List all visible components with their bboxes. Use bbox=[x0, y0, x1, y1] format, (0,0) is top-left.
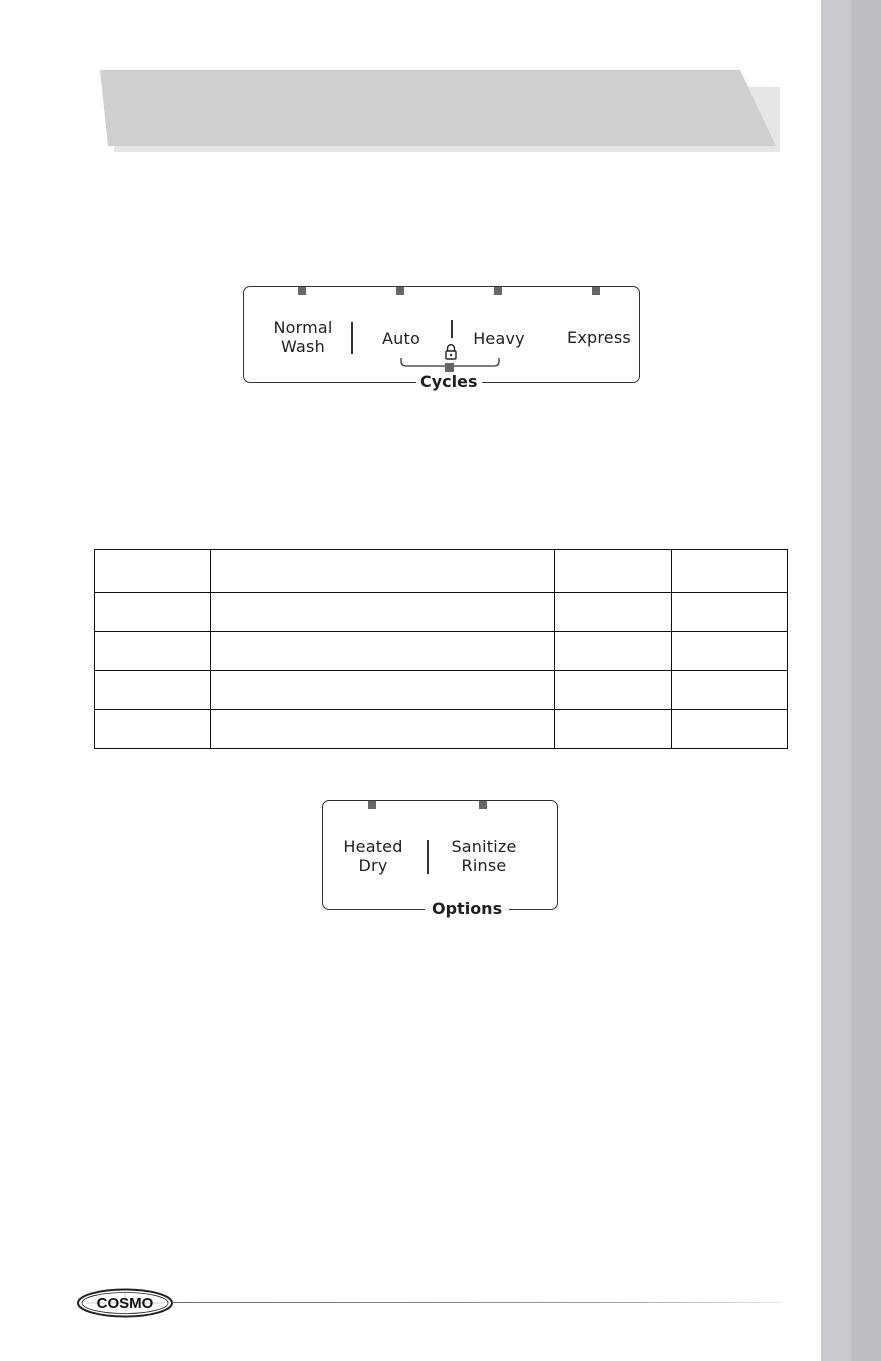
table-cell bbox=[555, 593, 672, 632]
footer-rule bbox=[172, 1302, 782, 1303]
table-cell bbox=[672, 550, 788, 593]
heavy-indicator-light bbox=[494, 287, 502, 295]
table-row bbox=[95, 632, 788, 671]
table-cell bbox=[210, 593, 554, 632]
table-cell bbox=[210, 671, 554, 710]
auto-button[interactable]: Auto bbox=[371, 329, 431, 348]
logo-text: COSMO bbox=[96, 1295, 154, 1312]
express-button[interactable]: Express bbox=[561, 328, 637, 347]
table-row bbox=[95, 550, 788, 593]
table-cell bbox=[672, 671, 788, 710]
auto-indicator-light bbox=[396, 287, 404, 295]
heated-dry-button[interactable]: Heated Dry bbox=[334, 837, 412, 875]
cycle-table bbox=[94, 549, 788, 749]
table-row bbox=[95, 710, 788, 749]
table-cell bbox=[210, 710, 554, 749]
heated-dry-indicator-light bbox=[368, 801, 376, 809]
normal-wash-indicator-light bbox=[298, 287, 306, 295]
table-cell bbox=[672, 593, 788, 632]
table-cell bbox=[672, 632, 788, 671]
table-cell bbox=[555, 710, 672, 749]
table-cell bbox=[95, 593, 211, 632]
table-row bbox=[95, 593, 788, 632]
sanitize-rinse-button[interactable]: Sanitize Rinse bbox=[440, 837, 528, 875]
cosmo-logo bbox=[76, 1288, 174, 1318]
table-cell bbox=[95, 671, 211, 710]
table-cell bbox=[555, 550, 672, 593]
divider bbox=[451, 320, 453, 338]
child-lock-indicator-light bbox=[445, 363, 454, 372]
normal-wash-button[interactable]: Normal Wash bbox=[265, 318, 341, 356]
divider bbox=[427, 840, 429, 874]
table-cell bbox=[555, 671, 672, 710]
table-row bbox=[95, 671, 788, 710]
table-cell bbox=[95, 710, 211, 749]
sanitize-rinse-indicator-light bbox=[479, 801, 487, 809]
heavy-button[interactable]: Heavy bbox=[469, 329, 529, 348]
side-tab-strip-inner bbox=[851, 0, 881, 1361]
table-cell bbox=[672, 710, 788, 749]
table-cell bbox=[95, 632, 211, 671]
table-cell bbox=[210, 550, 554, 593]
options-control-panel bbox=[322, 798, 560, 920]
table-cell bbox=[95, 550, 211, 593]
cycles-group-label: Cycles bbox=[416, 373, 482, 391]
table-cell bbox=[555, 632, 672, 671]
express-indicator-light bbox=[592, 287, 600, 295]
divider bbox=[351, 322, 353, 354]
table-cell bbox=[210, 632, 554, 671]
cycles-control-panel bbox=[243, 284, 641, 391]
options-group-label: Options bbox=[425, 900, 509, 918]
section-header-banner bbox=[100, 70, 790, 160]
